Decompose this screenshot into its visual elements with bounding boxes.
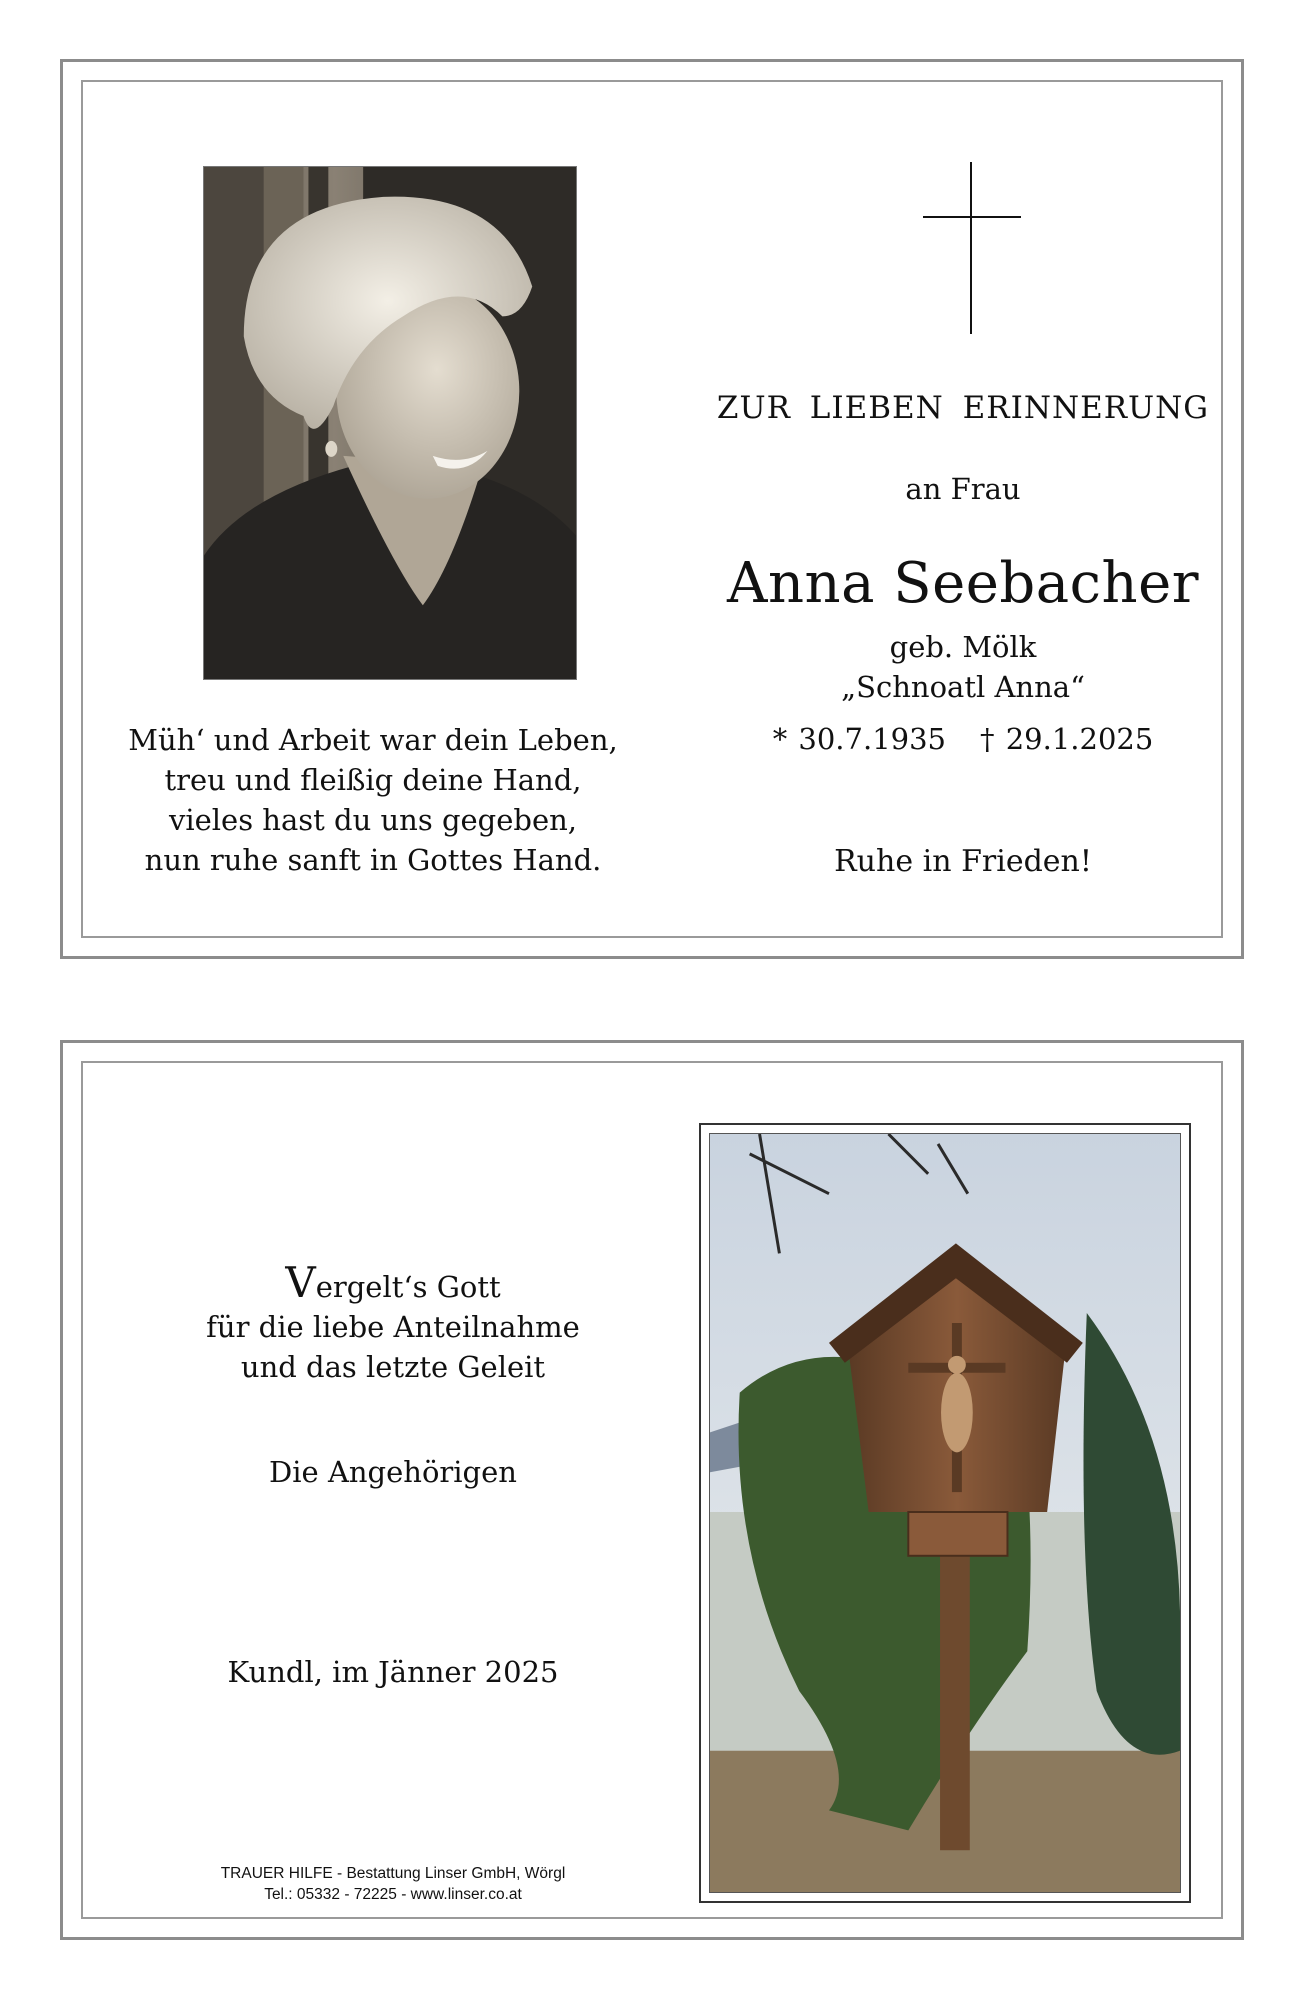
thanks-heading xyxy=(153,1258,633,1307)
wayside-shrine-photo-frame xyxy=(699,1123,1191,1903)
memorial-card-front xyxy=(60,59,1244,959)
thanks-line: für die liebe Anteilnahme xyxy=(206,1310,580,1344)
salutation: an Frau xyxy=(905,472,1021,506)
poem-line: nun ruhe sanft in Gottes Hand. xyxy=(144,843,602,877)
poem-line: vieles hast du uns gegeben, xyxy=(168,803,578,837)
memorial-card-back xyxy=(60,1040,1244,1940)
nickname: „Schnoatl Anna“ xyxy=(841,670,1085,704)
heading: ZUR LIEBEN ERINNERUNG xyxy=(716,390,1210,426)
family-signature: Die Angehörigen xyxy=(269,1455,517,1489)
thanks-text xyxy=(153,1258,633,1387)
closing-words: Ruhe in Frieden! xyxy=(834,844,1092,879)
poem-line: Müh‘ und Arbeit war dein Leben, xyxy=(128,723,618,757)
thanks-line: und das letzte Geleit xyxy=(240,1350,546,1384)
deceased-name: Anna Seebacher xyxy=(727,551,1199,616)
footer-line: TRAUER HILFE - Bestattung Linser GmbH, Wörgl xyxy=(220,1865,566,1882)
death-date: † 29.1.2025 xyxy=(980,722,1154,756)
cross-icon xyxy=(923,162,1023,334)
card-inner-border xyxy=(81,1061,1223,1919)
footer-line: Tel.: 05332 - 72225 - www.linser.co.at xyxy=(264,1886,522,1903)
poem-line: treu und fleißig deine Hand, xyxy=(164,763,582,797)
thanks-rest: ergelt‘s Gott xyxy=(315,1270,501,1304)
funeral-home-footer xyxy=(153,1863,633,1905)
thanks-initial: V xyxy=(285,1258,316,1307)
wayside-shrine-photo xyxy=(709,1133,1181,1893)
card-inner-border xyxy=(81,80,1223,938)
portrait-photo xyxy=(203,166,577,680)
place-date: Kundl, im Jänner 2025 xyxy=(227,1655,559,1689)
life-dates xyxy=(703,722,1223,756)
birth-date: * 30.7.1935 xyxy=(772,722,946,756)
maiden-name: geb. Mölk xyxy=(889,630,1037,664)
poem xyxy=(123,720,623,880)
